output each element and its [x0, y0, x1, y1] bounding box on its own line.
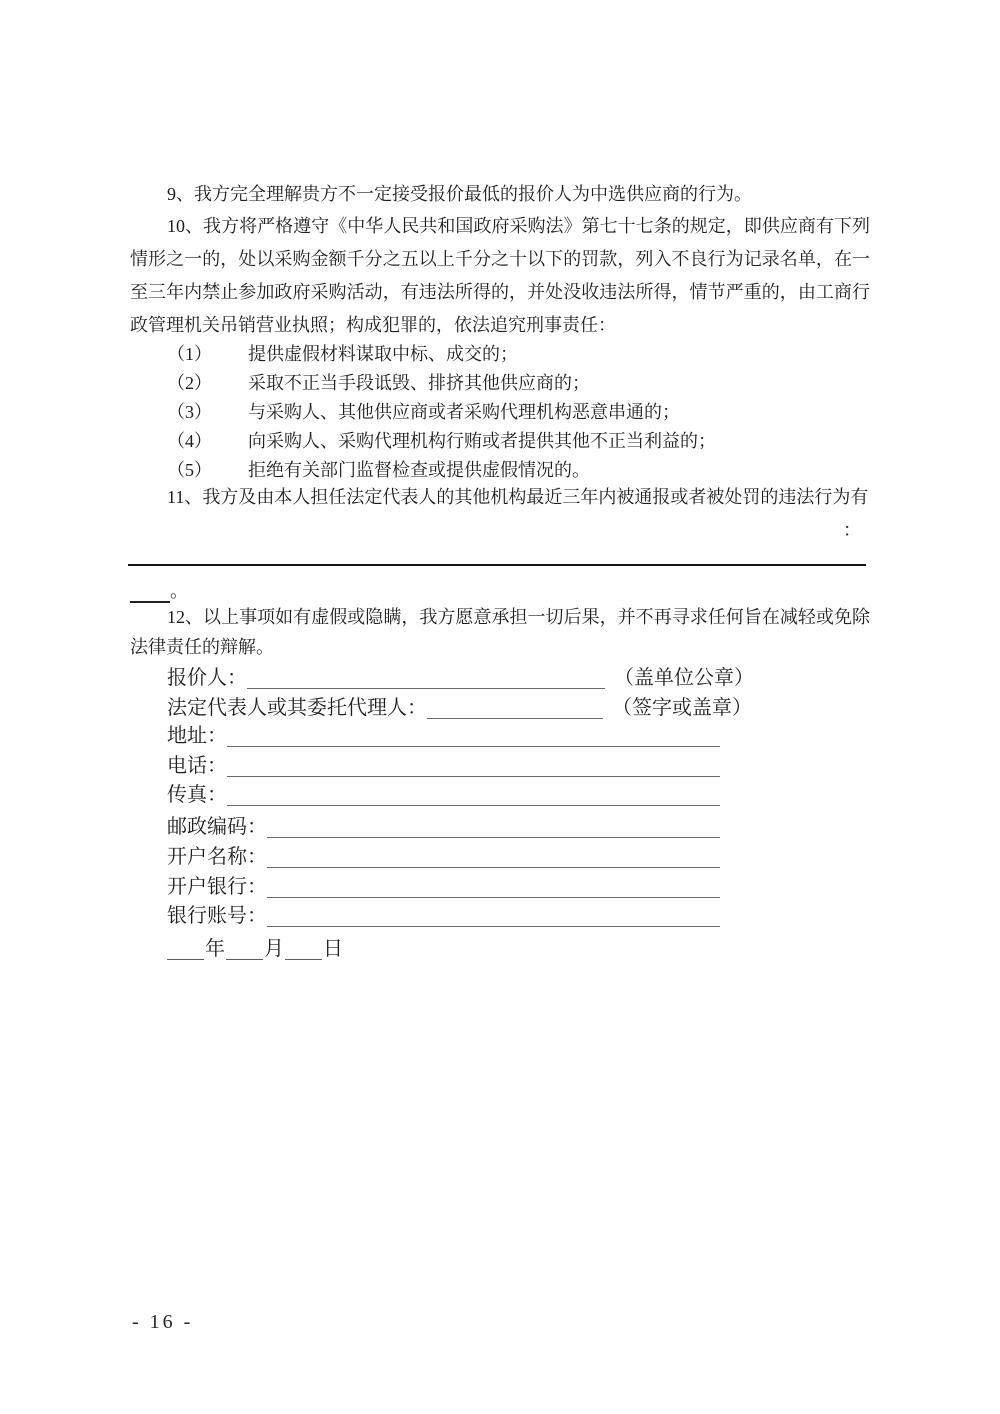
list-item-number: （5） [167, 459, 212, 480]
list-item-text: 采取不正当手段诋毁、排挤其他供应商的； [248, 372, 590, 393]
list-item [130, 396, 870, 425]
sentence-period: 。 [170, 581, 188, 601]
quoter-label: 报价人： [167, 667, 247, 689]
fax-row [167, 782, 720, 806]
bank-account-row [167, 903, 720, 927]
bank-blank-line [267, 877, 720, 898]
list-item-text: 与采购人、其他供应商或者采购代理机构恶意串通的； [248, 401, 680, 422]
quoter-seal-note: （盖单位公章） [614, 667, 754, 689]
legal-rep-blank-line [427, 698, 603, 719]
fax-blank-line [227, 785, 720, 806]
list-item-text: 向采购人、采购代理机构行贿或者提供其他不正当利益的； [248, 430, 716, 451]
quoter-blank-line [247, 668, 605, 689]
account-name-label: 开户名称： [167, 846, 267, 868]
bank-label: 开户银行： [167, 876, 267, 898]
paragraph-item-12: 12、以上事项如有虚假或隐瞒，我方愿意承担一切后果，并不再寻求任何旨在减轻或免除法律责任的辩解。 [130, 607, 870, 657]
item-11-colon: ： [843, 520, 861, 540]
date-month-blank [226, 941, 263, 960]
date-row [167, 936, 344, 960]
fax-label: 传真： [167, 784, 227, 806]
fill-in-line-short [130, 583, 170, 603]
list-item-number: （2） [167, 372, 212, 393]
date-year-blank [167, 941, 204, 960]
date-day-label: 日 [323, 938, 343, 960]
address-blank-line [227, 726, 720, 747]
list-item-number: （1） [167, 343, 212, 364]
fill-in-line-short-row [130, 577, 188, 603]
date-day-blank [285, 941, 322, 960]
account-name-row [167, 844, 720, 868]
page-number: - 16 - [132, 1311, 194, 1333]
legal-rep-row [167, 695, 870, 719]
list-item-text: 提供虚假材料谋取中标、成交的； [248, 343, 518, 364]
list-item [130, 367, 870, 396]
address-label: 地址： [167, 725, 227, 747]
list-item [130, 454, 870, 483]
bank-account-label: 银行账号： [167, 905, 267, 927]
paragraph-item-10: 10、我方将严格遵守《中华人民共和国政府采购法》第七十七条的规定，即供应商有下列情形之一的，处以采购金额千分之五以上千分之十以下的罚款，列入不良行为记录名单，在一至三年内禁止参加政府采购活动，有违法所得的，并处没收违法所得，情节严重的，由工商行政管理机关吊销营业执照；构成犯罪的，依法追究刑事责任： [130, 216, 870, 335]
bank-row [167, 874, 720, 898]
address-row [167, 723, 720, 747]
paragraph-item-11: 11、我方及由本人担任法定代表人的其他机构最近三年内被通报或者被处罚的违法行为有 [167, 487, 869, 507]
date-year-label: 年 [205, 938, 225, 960]
paragraph-item-9: 9、我方完全理解贵方不一定接受报价最低的报价人为中选供应商的行为。 [167, 184, 752, 204]
fill-in-line-long [128, 564, 866, 566]
violations-list [130, 338, 870, 483]
account-name-blank-line [267, 847, 720, 868]
postcode-label: 邮政编码： [167, 816, 267, 838]
legal-rep-sign-note: （签字或盖章） [612, 697, 752, 719]
list-item [130, 338, 870, 367]
list-item-number: （4） [167, 430, 212, 451]
list-item-number: （3） [167, 401, 212, 422]
phone-row [167, 753, 720, 777]
bank-account-blank-line [267, 906, 720, 927]
date-month-label: 月 [264, 938, 284, 960]
postcode-row [167, 814, 720, 838]
list-item [130, 425, 870, 454]
quoter-row [167, 665, 870, 689]
postcode-blank-line [267, 817, 720, 838]
list-item-text: 拒绝有关部门监督检查或提供虚假情况的。 [248, 459, 590, 480]
legal-rep-label: 法定代表人或其委托代理人： [167, 697, 427, 719]
phone-label: 电话： [167, 755, 227, 777]
phone-blank-line [227, 756, 720, 777]
